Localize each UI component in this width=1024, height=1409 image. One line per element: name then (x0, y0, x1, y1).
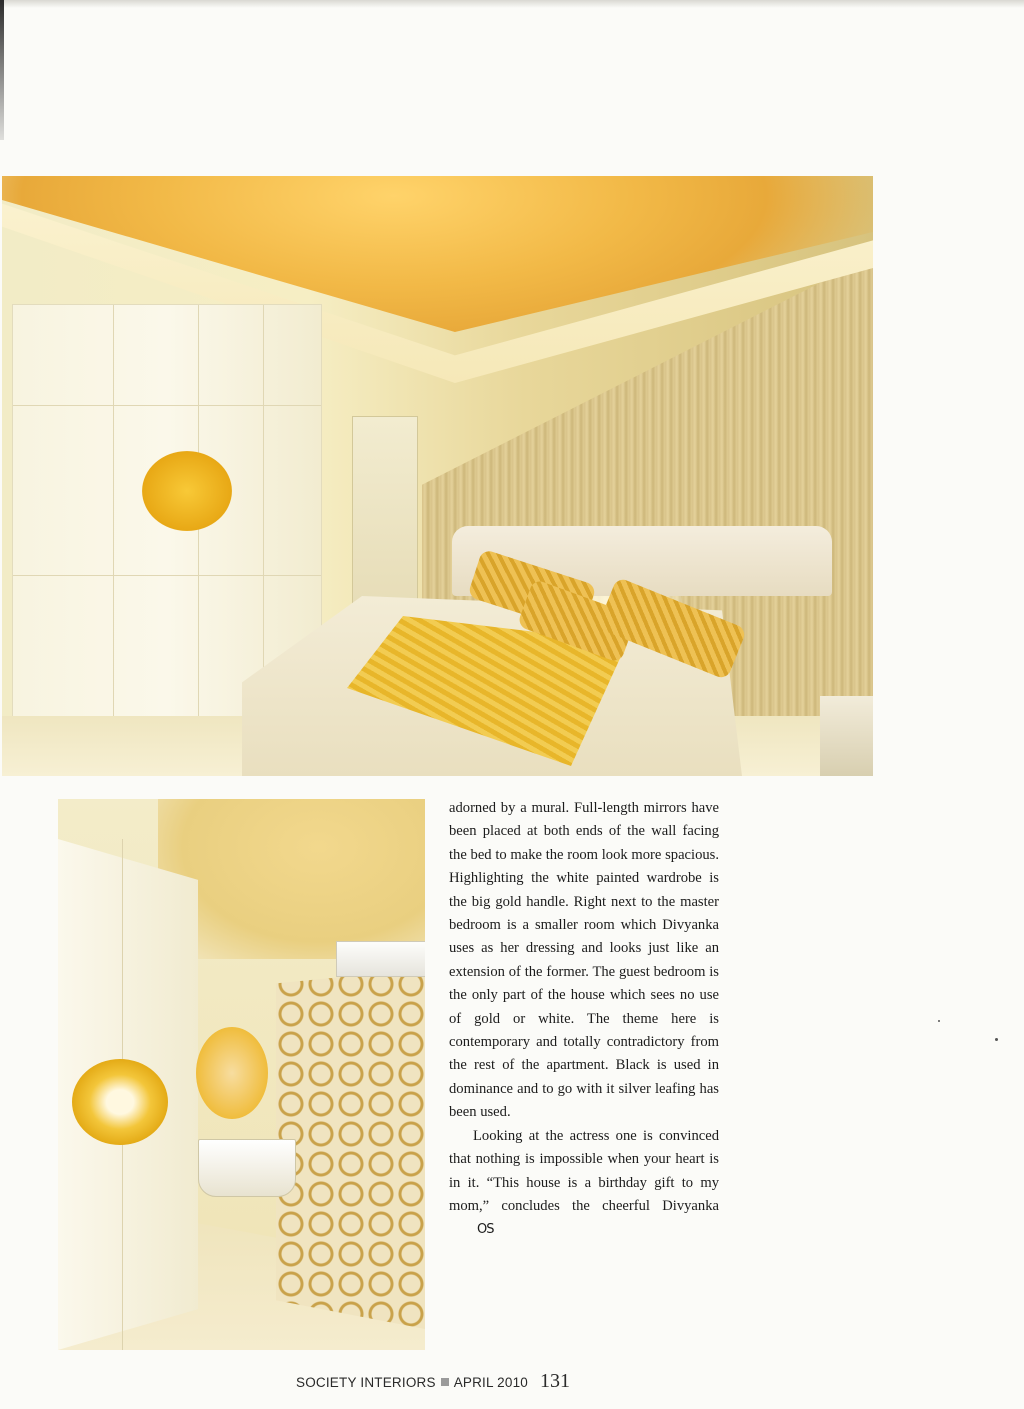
page-footer (296, 1370, 570, 1398)
gold-wardrobe-handle (142, 451, 232, 531)
dressing-table (198, 1139, 296, 1197)
bedroom-door (352, 416, 418, 618)
article-paragraph: adorned by a mural. Full-length mirrors have been placed at both ends of the wall facing the bed to make the room look more spacious. Highlighting the white painted wardrobe is the big gold handle. Right next to the master bedroom is a smaller room which Divyanka uses as her dressing and looks just like an extension of the former. The guest bedroom is the only part of the house which sees no use of gold or white. The theme here is contemporary and totally contradictory from the rest of the apartment. Black is used in dominance and to go with it silver leafing has been used. (449, 800, 719, 1121)
circle-pattern-wallpaper (276, 969, 425, 1329)
scan-speck (995, 1038, 998, 1041)
scan-edge-shadow (0, 0, 1024, 8)
air-conditioner (336, 941, 425, 977)
page-number: 131 (540, 1370, 570, 1392)
textured-ceiling (158, 799, 425, 959)
scan-binding-shadow (0, 0, 4, 140)
article-paragraph-text: Looking at the actress one is convinced that nothing is impossible when your heart is in it. “This house is a birthday gift to my mom,” concludes the cheerful Divyanka (449, 1127, 719, 1214)
dressing-room-photo (58, 799, 425, 1350)
issue-date: APRIL 2010 (453, 1375, 528, 1390)
footer-separator-square (441, 1378, 449, 1386)
round-gold-mirror (196, 1027, 268, 1119)
magazine-name: SOCIETY INTERIORS (296, 1375, 436, 1390)
end-mark-logo: OS (477, 1222, 494, 1238)
scan-speck (938, 1020, 940, 1022)
side-table (820, 696, 873, 776)
article-text (449, 797, 719, 1242)
master-bedroom-photo (2, 176, 873, 776)
gold-wardrobe-handle (72, 1059, 168, 1145)
article-paragraph-closing (449, 1125, 719, 1242)
